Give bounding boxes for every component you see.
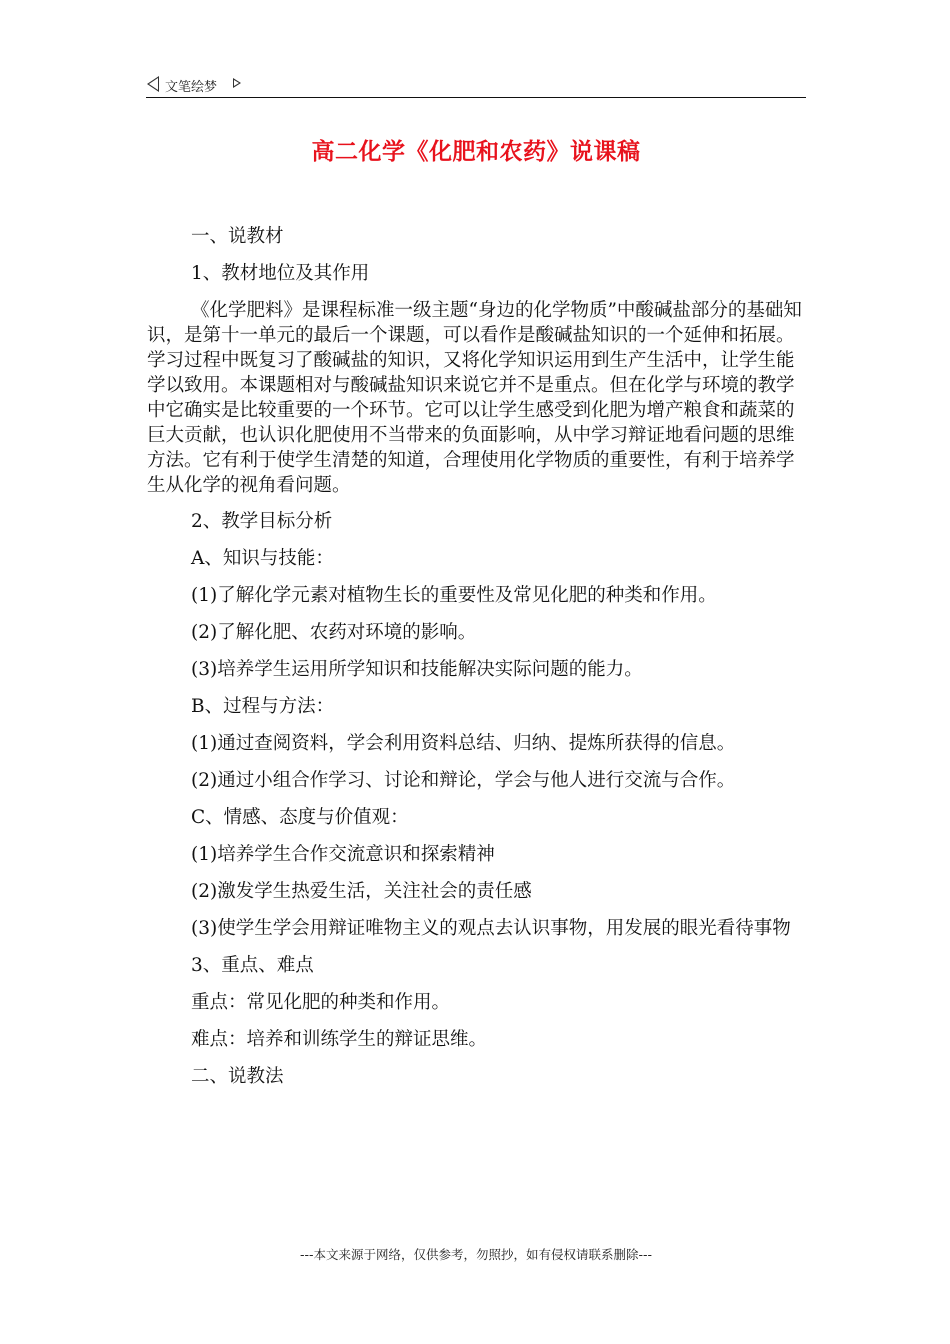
section-heading: 二、说教法: [191, 1066, 284, 1087]
document-title: 高二化学《化肥和农药》说课稿: [311, 139, 641, 165]
list-item: (3)培养学生运用所学知识和技能解决实际问题的能力。: [191, 659, 643, 680]
list-item: (1)了解化学元素对植物生长的重要性及常见化肥的种类和作用。: [191, 585, 717, 606]
subsection-heading: 1、教材地位及其作用: [191, 263, 370, 284]
key-point: 重点：常见化肥的种类和作用。: [191, 992, 451, 1013]
list-item: (2)激发学生热爱生活，关注社会的责任感: [191, 881, 532, 902]
page-footer: ---本文来源于网络，仅供参考，勿照抄，如有侵权请联系删除---: [299, 1247, 653, 1262]
subsection-heading: 2、教学目标分析: [191, 511, 333, 532]
list-item: (2)通过小组合作学习、讨论和辩论，学会与他人进行交流与合作。: [191, 770, 736, 791]
list-item: (1)培养学生合作交流意识和探索精神: [191, 844, 495, 865]
header-divider: [146, 97, 806, 98]
list-item: (2)了解化肥、农药对环境的影响。: [191, 622, 477, 643]
section-heading: 一、说教材: [191, 226, 284, 247]
document-body: [147, 222, 807, 1089]
triangle-left-icon: [147, 76, 159, 92]
triangle-right-icon: [233, 78, 241, 88]
subsection-heading: 3、重点、难点: [191, 955, 314, 976]
page-header: [147, 74, 805, 96]
goal-heading: C、情感、态度与价值观：: [191, 807, 409, 828]
list-item: (3)使学生学会用辩证唯物主义的观点去认识事物，用发展的眼光看待事物: [191, 918, 791, 939]
goal-heading: A、知识与技能：: [191, 548, 334, 569]
brand-label: 文笔绘梦: [165, 80, 218, 95]
goal-heading: B、过程与方法：: [191, 696, 335, 717]
list-item: (1)通过查阅资料，学会利用资料总结、归纳、提炼所获得的信息。: [191, 733, 736, 754]
body-paragraph: 《化学肥料》是课程标准一级主题“身边的化学物质”中酸碱盐部分的基础知识，是第十一单元的最后一个课题，可以看作是酸碱盐知识的一个延伸和拓展。学习过程中既复习了酸碱盐的知识，又将化学知识运用到生产生活中，让学生能学以致用。本课题相对与酸碱盐知识来说它并不是重点。但在化学与环境的教学中它确实是比较重要的一个环节。它可以让学生感受到化肥为增产粮食和蔬菜的巨大贡献，也认识化肥使用不当带来的负面影响，从中学习辩证地看问题的思维方法。它有利于使学生清楚的知道，合理使用化学物质的重要性，有利于培养学生从化学的视角看问题。: [147, 300, 802, 496]
difficult-point: 难点：培养和训练学生的辩证思维。: [191, 1029, 488, 1050]
